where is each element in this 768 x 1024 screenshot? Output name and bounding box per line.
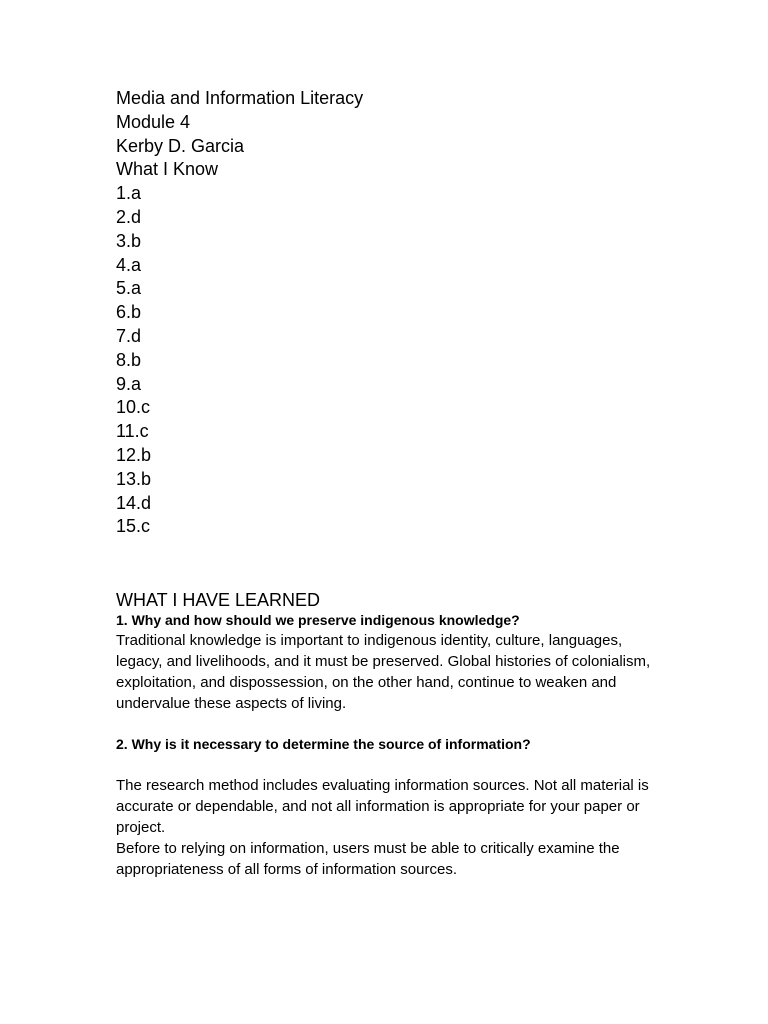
- answer-item: 2.d: [116, 206, 142, 227]
- what-i-have-learned-section: [116, 589, 656, 880]
- answer-1-paragraph: Traditional knowledge is important to indigenous identity, culture, languages, legacy, and livelihoods, and it must be preserved. Global histories of colonialism, exploitation, and dispossession, on the other hand, continue to weaken and undervalue these aspects of living.: [116, 632, 651, 712]
- question-1: 1. Why and how should we preserve indigenous knowledge?: [116, 612, 520, 628]
- answer-item: 13.b: [116, 468, 152, 489]
- what-i-know-heading: What I Know: [116, 159, 219, 180]
- module-label: Module 4: [116, 111, 191, 132]
- course-title: Media and Information Literacy: [116, 88, 364, 108]
- answer-item: 5.a: [116, 278, 142, 299]
- answer-item: 9.a: [116, 373, 142, 394]
- answer-2-paragraph-2: Before to relying on information, users must be able to critically examine the appropriateness of all forms of information sources.: [116, 840, 620, 878]
- question-2: 2. Why is it necessary to determine the source of information?: [116, 736, 531, 752]
- learned-heading: WHAT I HAVE LEARNED: [116, 590, 321, 610]
- answer-item: 11.c: [116, 421, 149, 442]
- answer-item: 3.b: [116, 230, 142, 251]
- answer-item: 6.b: [116, 302, 142, 323]
- answer-list: [116, 182, 676, 539]
- answer-item: 7.d: [116, 325, 142, 346]
- answer-item: 8.b: [116, 349, 142, 370]
- answer-item: 14.d: [116, 492, 152, 513]
- answer-item: 4.a: [116, 254, 142, 275]
- student-name: Kerby D. Garcia: [116, 135, 245, 156]
- answer-item: 10.c: [116, 397, 151, 418]
- answer-2-paragraph-1: The research method includes evaluating information sources. Not all material is accurate or dependable, and not all information is appropriate for your paper or project.: [116, 777, 649, 836]
- answer-item: 1.a: [116, 183, 142, 204]
- document-header: [116, 87, 676, 539]
- answer-item: 15.c: [116, 516, 151, 537]
- answer-item: 12.b: [116, 444, 152, 465]
